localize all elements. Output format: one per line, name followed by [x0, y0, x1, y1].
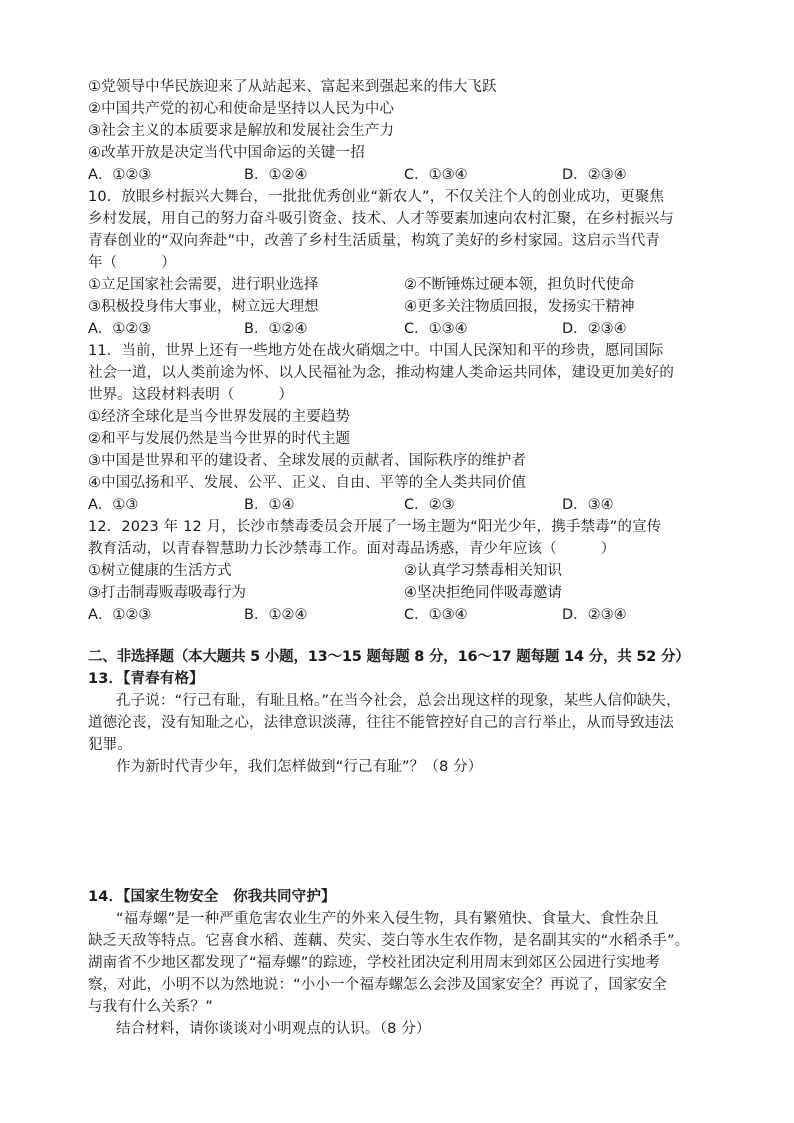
q11-item-2: ②和平与发展仍然是当今世界的时代主题: [88, 431, 351, 447]
q9-option-a: A．①②③: [88, 167, 152, 183]
q10-option-b: B．①②④: [244, 321, 308, 337]
q10-stem-line-4: 年（ ）: [88, 255, 176, 271]
q9-option-b: B．①②④: [244, 167, 308, 183]
q11-option-c: C．②③: [404, 497, 455, 513]
q12-option-a: A．①②③: [88, 607, 152, 623]
q10-option-c: C．①③④: [404, 321, 468, 337]
q14-question: 结合材料，请你谈谈对小明观点的认识。（8 分）: [116, 1021, 431, 1037]
q11-option-d: D．③④: [562, 497, 614, 513]
q14-para-line-4: 察，对此，小明不以为然地说：“小小一个福寿螺怎么会涉及国家安全？再说了，国家安全: [88, 977, 668, 993]
q9-item-4: ④改革开放是决定当代中国命运的关键一招: [88, 145, 365, 161]
section-2-heading: 二、非选择题（本大题共 5 小题，13～15 题每题 8 分，16～17 题每题 14 分，共 52 分）: [88, 649, 690, 665]
q14-para-line-5: 与我有什么关系？”: [88, 999, 213, 1015]
q12-item-4: ④坚决拒绝同伴吸毒邀请: [404, 585, 562, 601]
q10-item-3: ③积极投身伟大事业，树立远大理想: [88, 299, 319, 315]
q14-para-line-2: 缺乏天敌等特点。它喜食水稻、莲藕、芡实、茭白等水生农作物，是名副其实的“水稻杀手”。: [88, 933, 690, 949]
q10-stem-line-2: 乡村发展，用自己的努力奋斗吸引资金、技术、人才等要素加速向农村汇聚，在乡村振兴与: [88, 211, 674, 227]
q10-option-a: A．①②③: [88, 321, 152, 337]
q11-stem-line-2: 社会一道，以人类前途为怀、以人民福祉为念，推动构建人类命运共同体，建设更加美好的: [88, 365, 674, 381]
q10-option-d: D．②③④: [562, 321, 627, 337]
q10-stem-line-3: 青春创业的“双向奔赴”中，改善了乡村生活质量，构筑了美好的乡村家园。这启示当代青: [88, 233, 661, 249]
q12-option-d: D．②③④: [562, 607, 627, 623]
q10-item-4: ④更多关注物质回报，发扬实干精神: [404, 299, 635, 315]
q11-stem-line-3: 世界。这段材料表明（ ）: [88, 387, 294, 403]
q9-item-2: ②中国共产党的初心和使命是坚持以人民为中心: [88, 101, 395, 117]
q11-option-a: A．①③: [88, 497, 139, 513]
q12-item-3: ③打击制毒贩毒吸毒行为: [88, 585, 246, 601]
q13-para-line-2: 道德沦丧，没有知耻之心，法律意识淡薄，往往不能管控好自己的言行举止，从而导致违法: [88, 715, 674, 731]
q12-option-c: C．①③④: [404, 607, 468, 623]
q14-para-line-3: 湖南省不少地区都发现了“福寿螺”的踪迹，学校社团决定利用周末到郊区公园进行实地考: [88, 955, 661, 971]
q11-item-3: ③中国是世界和平的建设者、全球发展的贡献者、国际秩序的维护者: [88, 453, 526, 469]
q11-item-1: ①经济全球化是当今世界发展的主要趋势: [88, 409, 351, 425]
q14-title: 14．【国家生物安全 你我共同守护】: [88, 889, 336, 905]
q11-option-b: B．①④: [244, 497, 295, 513]
q13-title: 13．【青春有格】: [88, 671, 204, 687]
q12-option-b: B．①②④: [244, 607, 308, 623]
q13-question: 作为新时代青少年，我们怎样做到“行己有耻”？（8 分）: [116, 759, 483, 775]
q9-option-c: C．①③④: [404, 167, 468, 183]
q12-stem-line-1: 12．2023 年 12 月，长沙市禁毒委员会开展了一场主题为“阳光少年，携手禁毒”的宣传: [88, 519, 662, 535]
q9-option-d: D．②③④: [562, 167, 627, 183]
q10-item-2: ②不断锤炼过硬本领，担负时代使命: [404, 277, 635, 293]
q11-stem-line-1: 11．当前，世界上还有一些地方处在战火硝烟之中。中国人民深知和平的珍贵，愿同国际: [88, 343, 664, 359]
q12-item-2: ②认真学习禁毒相关知识: [404, 563, 562, 579]
q13-para-line-1: 孔子说：“行己有耻，有耻且格。”在当今社会，总会出现这样的现象，某些人信仰缺失，: [116, 693, 681, 709]
q13-para-line-3: 犯罪。: [88, 737, 132, 753]
q12-item-1: ①树立健康的生活方式: [88, 563, 232, 579]
q14-para-line-1: “福寿螺”是一种严重危害农业生产的外来入侵生物，具有繁殖快、食量大、食性杂且: [116, 911, 659, 927]
q10-stem-line-1: 10．放眼乡村振兴大舞台，一批批优秀创业“新农人”，不仅关注个人的创业成功，更聚焦: [88, 189, 665, 205]
q10-item-1: ①立足国家社会需要，进行职业选择: [88, 277, 319, 293]
q12-stem-line-2: 教育活动，以青春智慧助力长沙禁毒工作。面对毒品诱惑，青少年应该（ ）: [88, 541, 616, 557]
q11-item-4: ④中国弘扬和平、发展、公平、正义、自由、平等的全人类共同价值: [88, 475, 526, 491]
q9-item-1: ①党领导中华民族迎来了从站起来、富起来到强起来的伟大飞跃: [88, 79, 497, 95]
q9-item-3: ③社会主义的本质要求是解放和发展社会生产力: [88, 123, 395, 139]
